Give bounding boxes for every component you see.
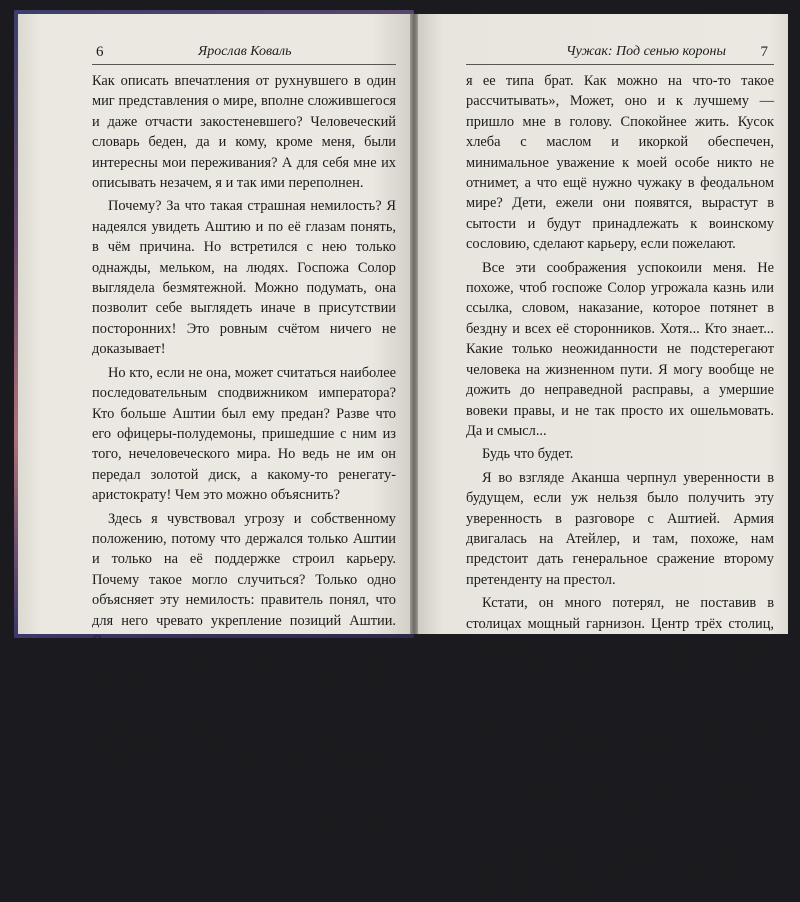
paragraph: Все эти соображения успокоили меня. Не похоже, чтоб госпоже Солор угрожала казнь или ссылка, словом, наказание, которое потянет в бездну и всех её сторонников. Хотя... Кто знает... Какие только неожиданности не подстерегают человека на жизненном пути. Я могу вообще не дожить до неправедной расправы, а умершие вовеки правы, и не так просто их ошельмовать. Да и смысл... (466, 259, 774, 439)
left-page (18, 14, 410, 877)
paragraph: Почему? За что такая страшная немилость? Я надеялся увидеть Аштию и по её глазам понять, в чём причина. Но встретился с нею только однажды, мельком, на людях. Госпожа Солор выглядела безмятежной. Можно подумать, она позволит себе выглядеть иначе в присутствии посторонних! Это ровным счётом ничего не доказывает! (92, 198, 396, 358)
paragraph: Я во взгляде Аканша черпнул уверенности в будущем, если уж нельзя было получить эту уверенность в разговоре с Аштией. Армия двигалась на Атейлер, и там, похоже, нам предстоит дать генеральное сражение второму претенденту на престол. (466, 469, 774, 588)
right-page-text (466, 71, 774, 902)
paragraph: «А ты уже губу-то раскатал... Ну, может быть, Аше даст мне какое-нибудь место у себя. Всё-таки (92, 819, 396, 877)
left-page-header (92, 42, 396, 65)
book-spread (18, 14, 788, 900)
paragraph: я ее типа брат. Как можно на что-то такое рассчитывать», Может, оно и к лучшему — пришло мне в голову. Спокойнее жить. Кусок хлеба с маслом и икоркой обеспечен, минимальное уважение к моей особе никто не отнимет, а что ещё нужно чужаку в феодальном мире? Дети, ежели они появятся, вырастут в сытости и будут принадлежать к воинскому сословию, сделают карьеру, если пожелают. (466, 73, 774, 253)
left-running-head: Ярослав Коваль (198, 44, 292, 59)
right-page (418, 14, 788, 900)
right-running-head: Чужак: Под сенью короны (566, 44, 726, 59)
paragraph: Как описать впечатления от рухнувшего в один миг представления о мире, вполне сложившегося и даже отчасти закостеневшего? Человеческий словарь беден, да и кому, кроме меня, были интересны мои переживания? А для себя мне их описывать незачем, я и так ими переполнен. (92, 73, 396, 192)
book-gutter (410, 14, 418, 634)
paragraph: Но у горожан не нашлось воли, чтоб сражаться вместо солдат. Да, собственно, чему тут удивляться? Разве трудно понять обывателей? Весь уклад жизни в Империи строго определял, кому чем следует заниматься. Горожанам — ремёслами, торговлей, (466, 781, 774, 900)
left-page-text (92, 71, 396, 879)
right-page-header (466, 42, 774, 65)
paragraph: Но кто, если не она, может считаться наиболее последовательным сподвижником императора? Кто больше Аштии был ему предан? Разве что его офицеры-полудемоны, пришедшие с ним из того, нечеловеческого мира. Но ведь не им он передал золотой диск, а какому-то ренегату-аристократу! Чем это можно объяснить? (92, 364, 396, 504)
paragraph: Кстати, он много потерял, не поставив в столицах мощный гарнизон. Центр трёх столиц, императорская цитадель и все укрепления вокруг неё были так хорошо и столь разумно устроены, что держаться там можно было очень и очень долго. Его величеству пришлось бы потратить много сил и времени на то, чтоб захватить три главных города Империи, прояви защитники хоть минимальное упорство и умение. (466, 595, 774, 775)
left-page-number: 6 (96, 44, 104, 60)
paragraph: Будь что будет. (482, 446, 574, 463)
paragraph: Здесь я чувствовал угрозу и собственному положению, потому что держался только Аштии и только на её поддержке строил карьеру. Почему такое могло случиться? Только одно объясняет эту немилость: правитель понял, что для него чревато укрепление позиций Аштии. Она, по сути, вернула ему корону — а значит, теоретически может и отнять её. С точки зрения благодарности — гадство. С точки зрения политики — разумный продуманный ход. Странно, что Аше столь спокойно это воспринимает. Может ли она скатиться и дальше? Ну, слишком-то она не скатится. Никто не отнимет у неё и её рода высокое положение в обществе и титул. (92, 510, 396, 813)
right-page-number: 7 (760, 44, 768, 60)
